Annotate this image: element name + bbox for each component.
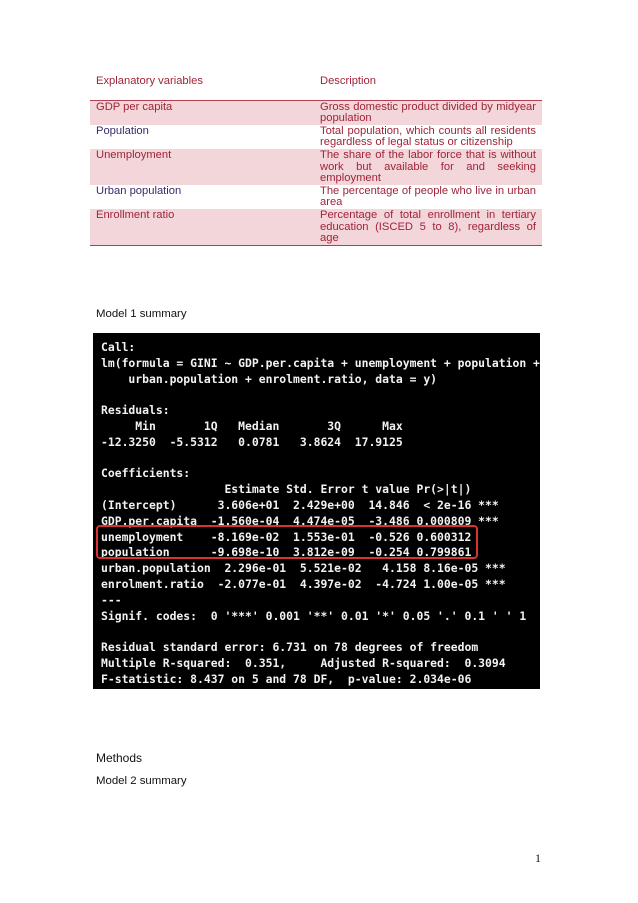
variable-description: Total population, which counts all residents regardless of legal status or citizenship [320,124,536,149]
console-line [101,451,540,467]
console-line: Coefficients: [101,466,191,481]
console-line [101,624,540,640]
model2-label: Model 2 summary [96,775,187,787]
variable-description: The percentage of people who live in urban area [320,184,536,209]
console-line: Signif. codes: 0 '***' 0.001 '**' 0.01 '*' 0.05 '.' 0.1 ' ' 1 [101,608,527,623]
console-line: (Intercept) 3.606e+01 2.429e+00 14.846 < 2e-16 *** [101,497,499,512]
table-header-variables: Explanatory variables [90,72,314,100]
table-header-row [90,72,542,100]
console-line [101,387,540,403]
variable-name: Enrollment ratio [90,209,314,245]
table-row [90,185,542,209]
page-number: 1 [535,851,541,865]
table-header-description: Description [314,72,542,100]
console-line: Min 1Q Median 3Q Max [101,418,403,433]
highlight-box [96,525,478,559]
variable-name: Urban population [96,184,182,197]
console-line: Multiple R-squared: 0.351, Adjusted R-squared: 0.3094 [101,655,506,670]
console-line: enrolment.ratio -2.077e-01 4.397e-02 -4.724 1.00e-05 *** [101,576,506,591]
console-line: population -9.698e-10 3.812e-09 -0.254 0.799861 [101,545,472,560]
console-line: Estimate Std. Error t value Pr(>|t|) [101,482,472,497]
variable-name: Population [96,124,149,137]
explanatory-variables-table [90,72,542,246]
console-line: Residuals: [101,403,170,418]
variable-name: Unemployment [90,149,314,185]
model1-label: Model 1 summary [96,308,187,320]
table-row [90,100,542,125]
console-line: -12.3250 -5.5312 0.0781 3.8624 17.9125 [101,434,403,449]
table-row [90,149,542,185]
variable-description: Percentage of total enrollment in tertiary education (ISCED 5 to 8), regardless of age [314,209,542,245]
console-line: lm(formula = GINI ~ GDP.per.capita + unemployment + population + [101,355,540,370]
console-line: --- [101,592,122,607]
table-row [90,125,542,149]
console-line: urban.population + enrolment.ratio, data = y) [101,371,438,386]
variable-name: GDP per capita [90,100,314,125]
variable-description: The share of the labor force that is without work but available for and seeking employment [314,149,542,185]
console-line: unemployment -8.169e-02 1.553e-01 -0.526 0.600312 [101,529,472,544]
table-row [90,209,542,245]
console-line: Call: [101,340,136,354]
console-line: GDP.per.capita -1.560e-04 4.474e-05 -3.486 0.000809 *** [101,513,499,528]
methods-heading: Methods [96,751,143,765]
variable-description: Gross domestic product divided by midyear population [314,100,542,125]
r-console-output [93,333,540,689]
console-line: F-statistic: 8.437 on 5 and 78 DF, p-value: 2.034e-06 [101,671,472,686]
console-line: urban.population 2.296e-01 5.521e-02 4.158 8.16e-05 *** [101,561,506,576]
console-line: Residual standard error: 6.731 on 78 degrees of freedom [101,640,479,655]
